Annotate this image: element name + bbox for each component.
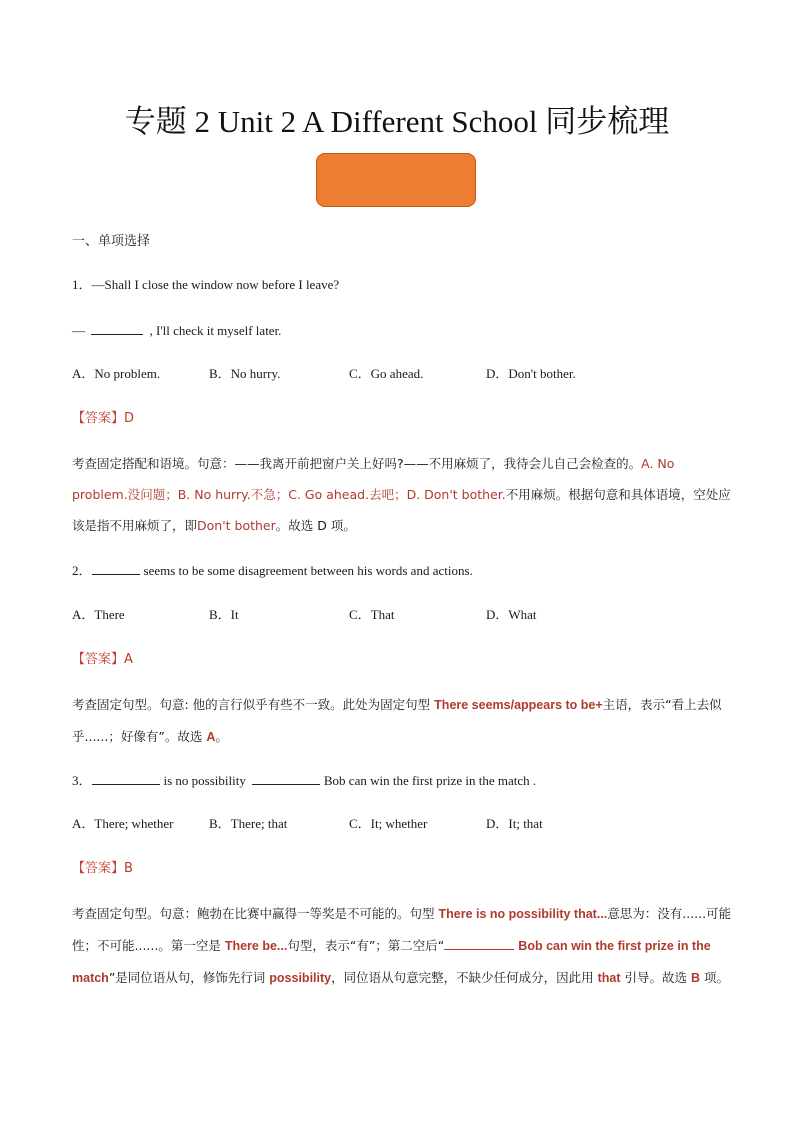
q1-stem: 1．—Shall I close the window now before I leave? xyxy=(72,277,340,292)
q1-dash: — xyxy=(72,323,85,338)
q1-reply xyxy=(72,322,281,339)
q3-answer-label: 【答案】 xyxy=(72,861,125,876)
q3-answer-key: B xyxy=(124,861,133,876)
q3-options xyxy=(72,816,732,832)
q1-reply-text: , I'll check it myself later. xyxy=(149,323,282,338)
q3-expl-antecedent: possibility xyxy=(269,971,332,985)
q2-expl-ellipsis: ...... xyxy=(84,729,109,744)
q1-expl-opt-b: B. No hurry. xyxy=(177,487,251,502)
q2-expl-end: 。 xyxy=(215,729,228,744)
q3-blank-1 xyxy=(92,772,160,785)
q3-stem-text: Bob can win the first prize in the match . xyxy=(323,773,537,788)
q1-expl-key-phrase: Don't bother xyxy=(197,518,276,533)
q2-stem-text: seems to be some disagreement between his words and actions. xyxy=(143,563,473,578)
q1-expl-a-meaning: 没问题； xyxy=(127,487,178,502)
q2-expl-pattern: There seems/appears to be+ xyxy=(434,698,603,712)
q3-expl-blank xyxy=(444,937,514,950)
q1-answer-label: 【答案】 xyxy=(72,411,125,426)
q2-expl-conclusion: ；好像有”。故选 xyxy=(108,729,207,744)
q3-expl-appositive: ”是同位语从句，修饰先行词 xyxy=(108,970,270,985)
q2-option-d: D．What xyxy=(486,607,537,622)
section-badge xyxy=(316,153,476,207)
q2-option-a: A．There xyxy=(72,607,125,622)
q2-option-c: C．That xyxy=(349,607,395,622)
q3-option-d: D．It; that xyxy=(486,816,543,831)
q2-number: 2． xyxy=(72,563,92,578)
q2-answer-key: A xyxy=(124,652,133,667)
q2-expl-meaning: 主语，表示“看上去似乎 xyxy=(72,697,722,744)
q3-option-a: A．There; whether xyxy=(72,816,174,831)
q3-expl-clause: Bob can win the first prize in the match xyxy=(72,939,711,985)
q1-blank xyxy=(91,322,143,335)
q3-expl-key: B xyxy=(690,971,700,985)
document-title: 专题 2 Unit 2 A Different School 同步梳理 xyxy=(124,104,670,139)
q1-option-c: C．Go ahead. xyxy=(349,366,424,381)
q3-expl-conclusion: 引导。故选 xyxy=(620,970,691,985)
q2-expl-text: 考查固定句型。句意: 他的言行似乎有些不一致。此处为固定句型 xyxy=(72,697,435,712)
q3-number: 3． xyxy=(72,773,92,788)
q2-blank xyxy=(92,562,140,575)
q2-explanation xyxy=(72,689,732,753)
q2-expl-key: A xyxy=(206,730,216,744)
q3-expl-that: that xyxy=(597,971,621,985)
q3-stem xyxy=(72,772,536,789)
q2-options xyxy=(72,607,732,623)
q1-expl-opt-a: A. No problem. xyxy=(72,456,675,502)
q3-explanation xyxy=(72,898,732,994)
q1-expl-opt-c: C. Go ahead. xyxy=(288,487,370,502)
q3-answer xyxy=(72,861,133,877)
q1-expl-c-meaning: 去吧； xyxy=(369,487,407,502)
q1-expl-reason: 不用麻烦。根据句意和具体语境，空处应该是指不用麻烦了，即 xyxy=(72,487,731,533)
q2-answer-label: 【答案】 xyxy=(72,652,125,667)
q1-option-b: B．No hurry. xyxy=(209,366,281,381)
q1-option-a: A．No problem. xyxy=(72,366,161,381)
q2-answer xyxy=(72,652,133,668)
q1-expl-b-meaning: 不急； xyxy=(250,487,289,502)
q1-answer xyxy=(72,411,134,427)
q3-stem-mid: is no possibility xyxy=(163,773,246,788)
q1-expl-text: 考查固定搭配和语境。句意：——我离开前把窗户关上好吗?——不用麻烦了，我待会儿自己会检查的。 xyxy=(72,456,642,471)
q1-options xyxy=(72,366,732,382)
q1-expl-opt-d: D. Don't bother. xyxy=(406,487,506,502)
section-heading: 一、单项选择 xyxy=(72,234,151,249)
q3-expl-text: 考查固定句型。句意：鲍勃在比赛中赢得一等奖是不可能的。句型 xyxy=(72,906,439,921)
q1-option-d: D．Don't bother. xyxy=(486,366,576,381)
q1-expl-conclusion: 。故选 D 项。 xyxy=(275,518,356,533)
q3-blank-2 xyxy=(252,772,320,785)
q1-answer-key: D xyxy=(124,411,135,426)
q3-option-c: C．It; whether xyxy=(349,816,428,831)
q3-expl-reason: ，同位语从句意完整，不缺少任何成分，因此用 xyxy=(331,970,598,985)
q3-option-b: B．There; that xyxy=(209,816,288,831)
q3-expl-pattern: There is no possibility that... xyxy=(438,907,608,921)
q1-explanation xyxy=(72,448,732,541)
q2-option-b: B．It xyxy=(209,607,239,622)
q3-expl-there-be: There be... xyxy=(224,939,288,953)
q3-expl-meaning: 意思为：没有......可能性；不可能......。第一空是 xyxy=(72,906,732,953)
q2-stem xyxy=(72,562,473,579)
q3-expl-end: 项。 xyxy=(700,970,729,985)
q3-expl-second-blank: 句型，表示“有”；第二空后“ xyxy=(287,938,445,953)
